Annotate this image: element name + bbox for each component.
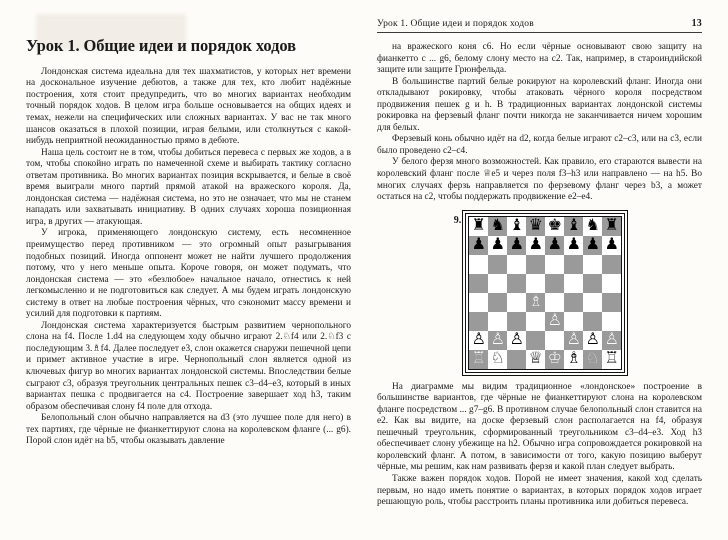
chess-square	[507, 217, 526, 236]
chess-square	[602, 293, 621, 312]
chess-piece: ♟	[547, 234, 562, 254]
chess-piece: ♜	[604, 215, 619, 235]
body-paragraph: У игрока, применяющего лондонскую систему, есть несомненное преимущество перед противником — это огромный опыт разыгрывания подобных позиций. Иногда оппонент может не найти лучшего продолжения потому, что у него меньше опыта. Короче говоря, он может подумать, что лондонская система — это «безлюбое» начальное начало, отнестись к ней легкомысленно и не подготовиться как следует. А мы будем играть лондонскую систему в ответ на любые построения чёрных, что сэкономит массу времени и усилий для подготовки к партиям.	[26, 228, 351, 320]
chess-square	[469, 236, 488, 255]
chess-board	[468, 216, 622, 370]
chess-square	[564, 255, 583, 274]
chess-piece: ♙	[585, 329, 600, 349]
body-paragraph: В большинстве партий белые рокируют на королевский фланг. Иногда они откладывают рокировку, чтобы атаковать чёрного короля посредством продвижения пешек g и h. В традиционных вариантах лондонской системы рокировка на ферзевый фланг почти никогда не заканчивается ничем хорошим для белых.	[377, 76, 702, 133]
chess-square	[564, 331, 583, 350]
chess-square	[583, 217, 602, 236]
chess-square	[545, 293, 564, 312]
chess-square	[526, 312, 545, 331]
body-paragraph: Также важен порядок ходов. Порой не имеет значения, какой ход сделать первым, но надо иметь понятие о вариантах, в которых порядок ходов играет решающую роль, чтобы расстроить планы противника или добиться перевеса.	[377, 474, 702, 508]
chess-square	[583, 331, 602, 350]
chess-square	[469, 331, 488, 350]
chess-square	[526, 350, 545, 369]
chess-square	[583, 274, 602, 293]
chess-square	[564, 350, 583, 369]
chess-piece: ♗	[566, 348, 581, 368]
body-paragraph: Наша цель состоит не в том, чтобы добиться перевеса с первых же ходов, а в том, чтобы спокойно играть по намеченной схеме и выбирать тактику согласно ответам противника. Во многих вариантах позиция вскрывается, и белые в своё время выиграли много партий прямой атакой на вражеского короля. Да, лондонская система — надёжная система, но это не означает, что мы не станем нападать или захватывать инициативу. В одних случаях хорошa позиционная игра, в других — атакующая.	[26, 147, 351, 227]
page-number: 13	[691, 18, 702, 29]
chess-square	[545, 350, 564, 369]
chess-square	[545, 255, 564, 274]
chess-piece: ♞	[490, 215, 505, 235]
chess-piece: ♟	[490, 234, 505, 254]
chess-square	[507, 236, 526, 255]
chess-square	[545, 236, 564, 255]
chess-piece: ♙	[490, 329, 505, 349]
chess-square	[488, 255, 507, 274]
chess-square	[488, 293, 507, 312]
chess-square	[507, 293, 526, 312]
chess-square	[602, 217, 621, 236]
chess-diagram	[377, 213, 702, 373]
body-paragraph: на вражеского коня c6. Но если чёрные основывают свою защиту на фианкетто с ... g6, белому слону место на c2. Так, например, в староиндийской защите или защите Грюнфельда.	[377, 42, 702, 76]
chess-square	[564, 274, 583, 293]
chess-square	[469, 312, 488, 331]
chess-piece: ♔	[547, 348, 562, 368]
chess-piece: ♘	[585, 348, 600, 368]
chess-square	[564, 236, 583, 255]
chess-piece: ♙	[566, 329, 581, 349]
chess-piece: ♞	[585, 215, 600, 235]
chess-board-frame	[465, 213, 625, 373]
chess-square	[602, 255, 621, 274]
chess-square	[545, 217, 564, 236]
chess-square	[583, 350, 602, 369]
chess-square	[564, 217, 583, 236]
chess-square	[526, 255, 545, 274]
chess-square	[488, 350, 507, 369]
chess-square	[526, 274, 545, 293]
running-head-title: Урок 1. Общие идеи и порядок ходов	[377, 19, 534, 29]
chess-square	[564, 293, 583, 312]
chess-square	[507, 331, 526, 350]
two-column-layout	[26, 18, 702, 526]
right-column	[377, 18, 702, 526]
chess-square	[488, 274, 507, 293]
chess-square	[488, 217, 507, 236]
chess-square	[602, 236, 621, 255]
chess-piece: ♖	[471, 348, 486, 368]
chess-piece: ♛	[528, 215, 543, 235]
chess-square	[469, 255, 488, 274]
running-head	[377, 18, 702, 33]
chess-square	[507, 312, 526, 331]
chess-square	[602, 331, 621, 350]
left-column	[26, 18, 351, 526]
chess-piece: ♕	[528, 348, 543, 368]
chess-square	[583, 312, 602, 331]
chess-square	[564, 312, 583, 331]
chess-square	[507, 350, 526, 369]
chess-square	[526, 331, 545, 350]
body-paragraph: У белого ферзя много возможностей. Как правило, его стараются вывести на королевский фланг после ♕e5 и через поля f3–h3 или направлено — на h5. Во многих случаях ферзь направляется по ферзевому фланг через b3, а может остаться на c2, чтобы поддержать продвижение e2–e4.	[377, 157, 702, 203]
chess-square	[507, 274, 526, 293]
chess-square	[469, 274, 488, 293]
chess-piece: ♟	[566, 234, 581, 254]
body-paragraph: Лондонская система характеризуется быстрым развитием чернопольного слона на f4. После 1.d4 на следующем ходу обычно играют 2.♘f4 или 2.♘f3 с последующим 3.♗f4. Далее последует е3, слон окажется снаружи пешечной цепи и примет активное участие в игре. Чернопольный слон является одной из ключевых фигур во многих вариантах лондонской системы. Впоследствии белые сыграют с3, образуя треугольник центральных пешек с3–d4–е3, который в иных вариантах пешка с продвигается на с4. Построение завершает ход h3, таким образом обеспечивая слону f4 поле для отхода.	[26, 320, 351, 412]
chess-square	[602, 350, 621, 369]
body-paragraph: Белопольный слон обычно направляется на d3 (это лучшее поле для него) в тех партиях, где чёрные не фианкеттируют слона на королевском фланге (... g6). Порой слон идёт на b5, чтобы оказывать давление	[26, 413, 351, 447]
chess-square	[545, 274, 564, 293]
chess-piece: ♟	[585, 234, 600, 254]
chess-square	[583, 293, 602, 312]
chess-piece: ♗	[528, 291, 543, 311]
chess-piece: ♟	[471, 234, 486, 254]
chess-board-outer	[465, 213, 625, 373]
chess-square	[526, 217, 545, 236]
chess-square	[526, 236, 545, 255]
chess-piece: ♙	[471, 329, 486, 349]
chess-square	[469, 293, 488, 312]
chess-square	[526, 293, 545, 312]
chess-square	[602, 274, 621, 293]
chess-square	[583, 255, 602, 274]
chess-square	[545, 312, 564, 331]
chess-piece: ♘	[490, 348, 505, 368]
chess-piece: ♝	[509, 215, 524, 235]
chess-square	[488, 312, 507, 331]
chess-square	[469, 217, 488, 236]
chess-square	[507, 255, 526, 274]
chess-square	[583, 236, 602, 255]
body-paragraph: На диаграмме мы видим традиционное «лондонское» построение в большинстве вариантов, где чёрные не фианкеттируют слона на королевском фланге посредством ... g7–g6. В противном случае белопольный слон ставится на e2. Как вы видите, на доске ферзевый слон располагается на f4, образуя пешечный треугольник, сформированный треугольником c3–d4–e3. Ход h3 обеспечивает слону убежище на h2. Обычно игра сопровождается рокировкой на королевский фланг. А потом, в зависимости от того, какую позицию выберут чёрные, мы решим, как нам развивать ферзя и какой план следует выбрать.	[377, 381, 702, 473]
page-title: Урок 1. Общие идеи и порядок ходов	[26, 36, 296, 55]
chess-piece: ♝	[566, 215, 581, 235]
chess-piece: ♙	[509, 329, 524, 349]
body-paragraph: Лондонская система идеальна для тех шахматистов, у которых нет времени на доскональное изучение дебютов, а также для тех, кто любит надёжные построения, хотя стоит предупредить, что во многих вариантах необходим точный порядок ходов. В целом игра больше основывается на общих идеях и темах, нежели на специфических или сложных вариантах. У вас не так много шансов оказаться в плохой позиции, играя белыми, или столкнуться с какой-нибудь неприятной неожиданностью прямо в дебюте.	[26, 66, 351, 147]
chess-square	[488, 236, 507, 255]
chess-square	[545, 331, 564, 350]
chess-piece: ♟	[604, 234, 619, 254]
chess-square	[469, 350, 488, 369]
chess-square	[488, 331, 507, 350]
diagram-number: 9.	[453, 214, 462, 226]
chess-square	[602, 312, 621, 331]
chess-piece: ♟	[509, 234, 524, 254]
chess-piece: ♖	[604, 348, 619, 368]
chess-piece: ♙	[604, 329, 619, 349]
chess-piece: ♜	[471, 215, 486, 235]
body-paragraph: Ферзевый конь обычно идёт на d2, когда белые играют c2–c3, или на c3, если было проведено c2–c4.	[377, 134, 702, 156]
chess-piece: ♚	[547, 215, 562, 235]
chess-piece: ♙	[547, 310, 562, 330]
chess-piece: ♟	[528, 234, 543, 254]
